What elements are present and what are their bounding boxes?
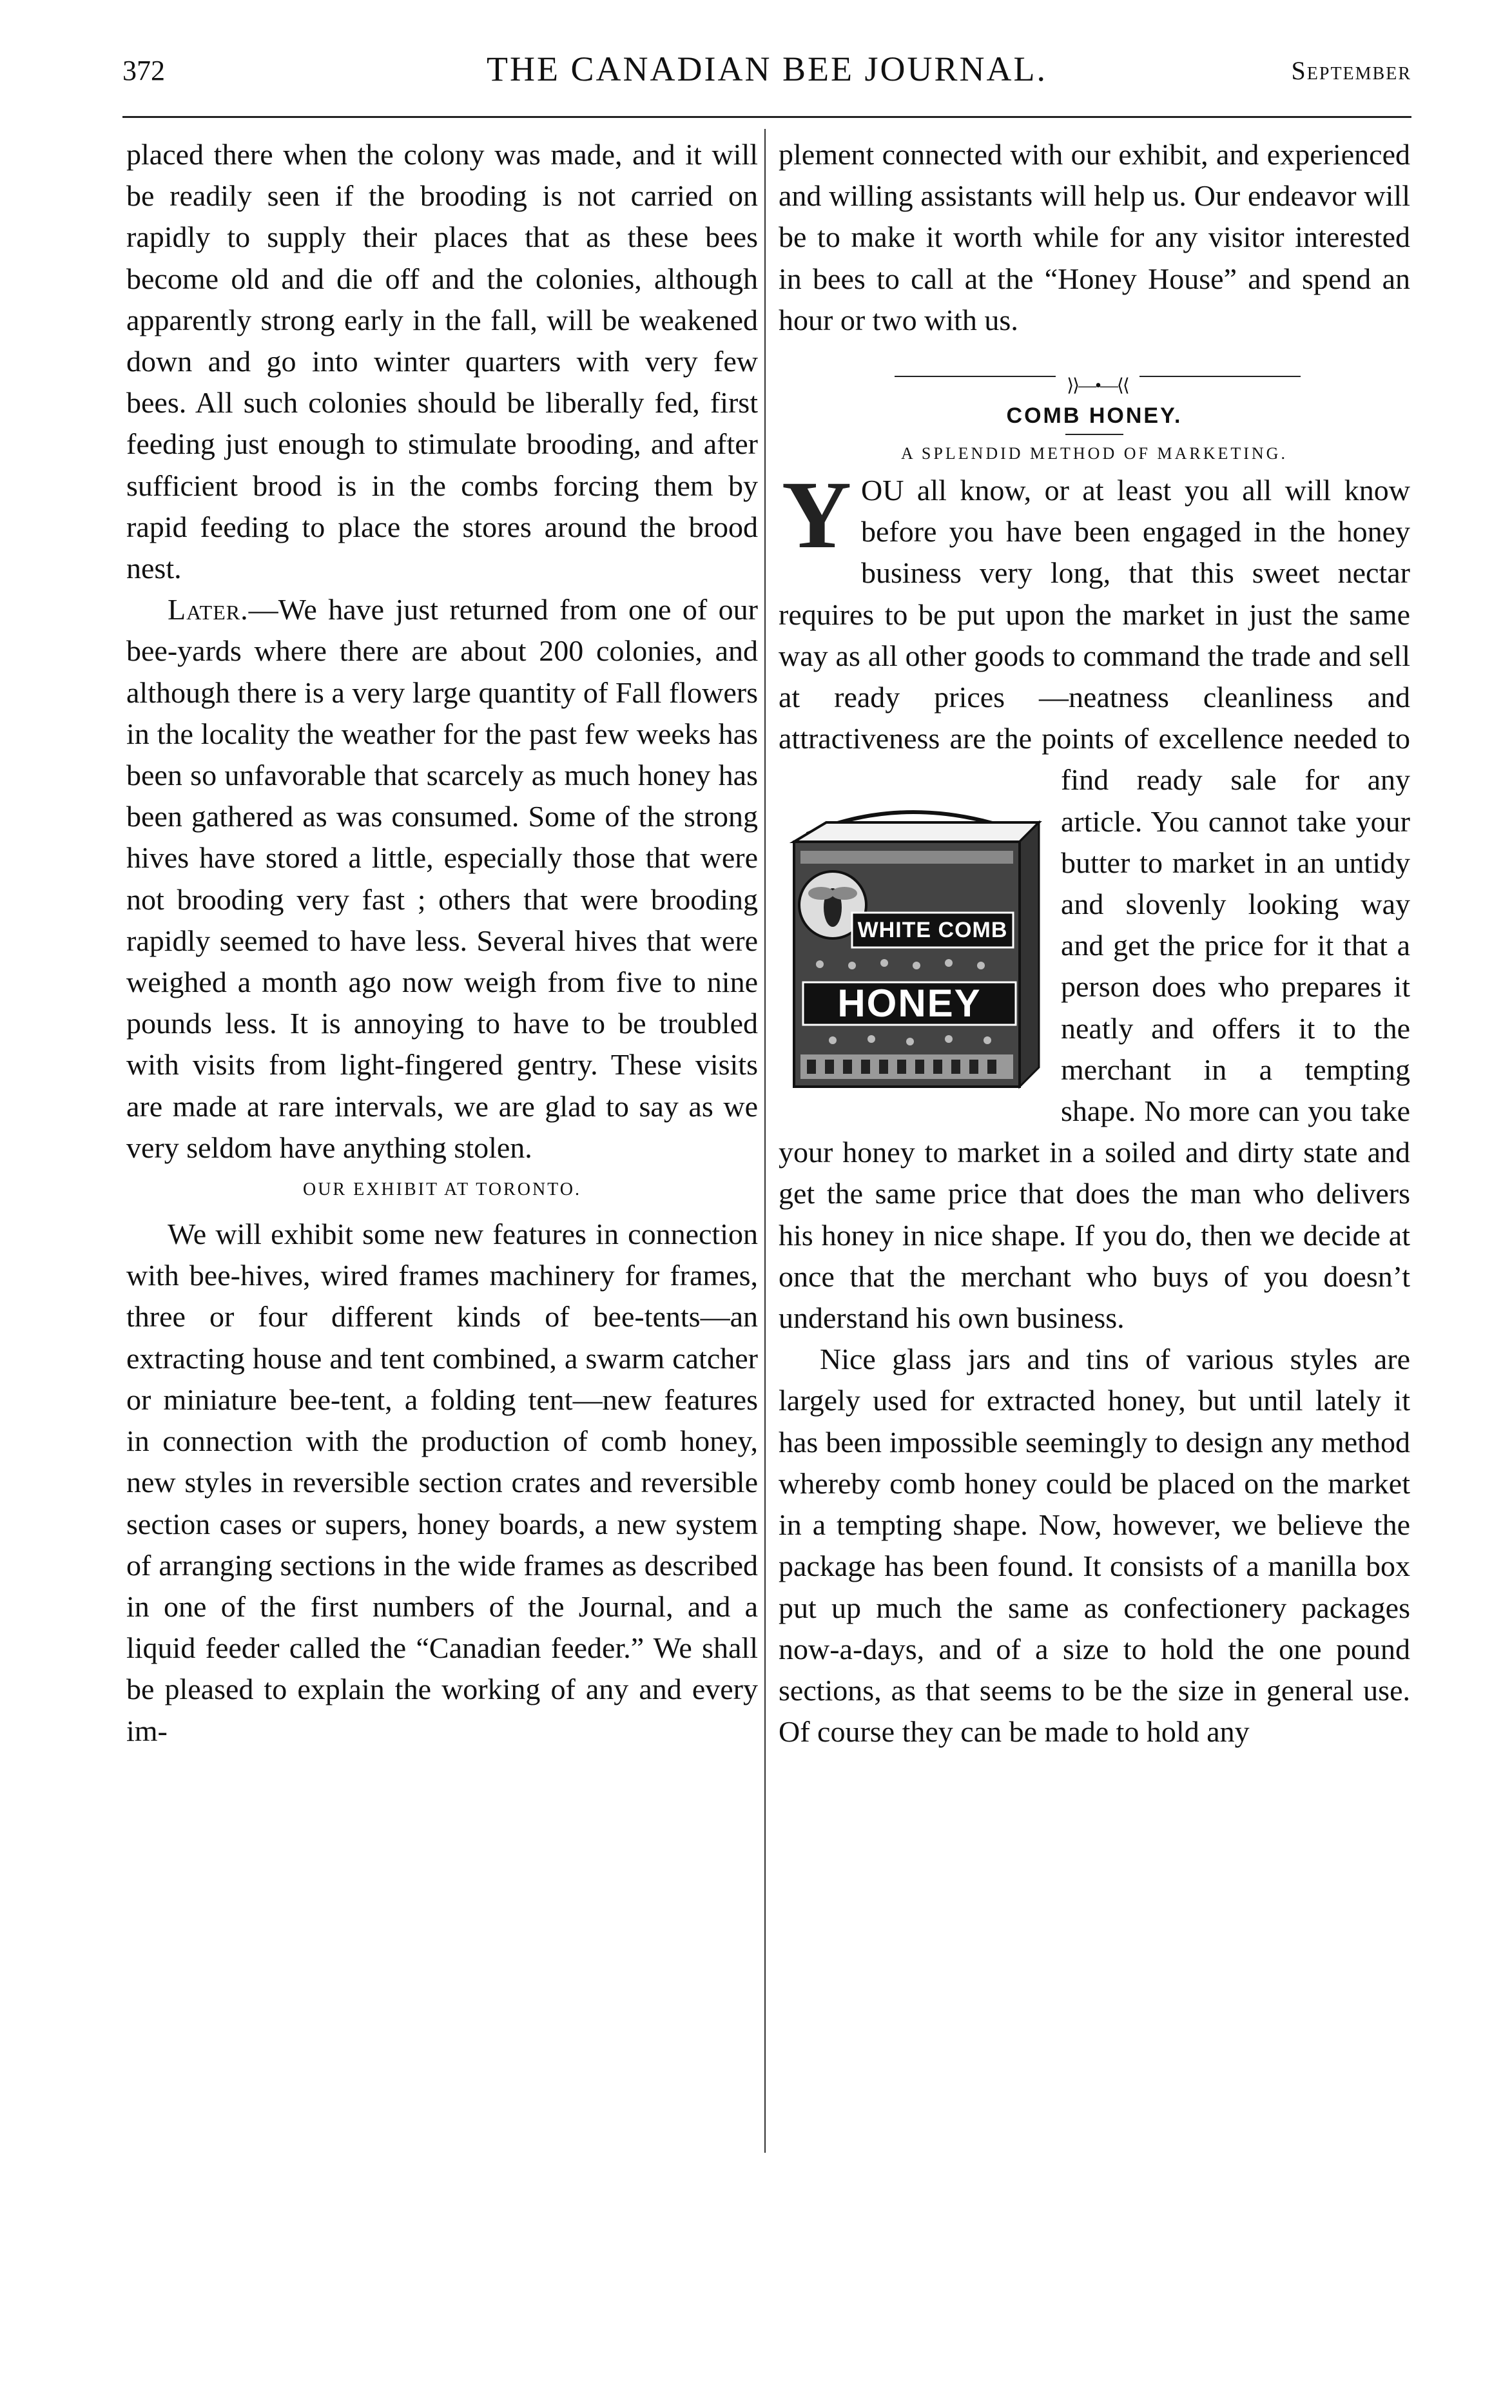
- later-label: Later.: [168, 593, 249, 626]
- later-text: —We have just returned from one of our bee-yards where there are about 200 colonies, and although there is a very large quantity of Fall flowers in the locality the weather for the past few weeks has been so unfavorable that scarcely as much honey has been gathered as was consumed. Some of the strong hives have stored a little, especially those that were not brooding very fast ; others that were brooding rapidly seemed to have less. Several hives that were weighed a month ago now weigh from five to nine pounds less. It is annoying to have to be troubled with visits from light-fingered gentry. These visits are made at rare intervals, we are glad to say as we very seldom have anything stolen.: [126, 593, 758, 1164]
- left-paragraph-continued: placed there when the colony was made, and it will be readily seen if the brooding is not carried on rapidly to supply their places that as these bees become old and die off and the colonies, although apparently strong early in the fall, will be weakened down and go into winter quarters with very few bees. All such colonies should be liberally fed, first feeding just enough to stimulate brooding, and after sufficient brood is in the combs forcing them by rapid feeding to place the stores around the brood nest.: [126, 138, 758, 585]
- article-subtitle: A SPLENDID METHOD OF MARKETING.: [901, 444, 1288, 463]
- ornament-right-line: [1139, 376, 1301, 377]
- page-header: [122, 45, 1411, 103]
- article-paragraph-2: Nice glass jars and tins of various styles are largely used for extracted honey, but until lately it has been impossible seemingly to design any method whereby comb honey could be placed on the market in a tempting shape. Now, however, we believe the package has been found. It consists of a manilla box put up much the same as confectionery packages now-a-days, and of a size to hold the one pound sections, as that seems to be the size in general use. Of course they can be made to hold any: [779, 1343, 1410, 1749]
- section-ornament: [779, 356, 1410, 395]
- column-divider: [764, 129, 766, 2153]
- exhibit-heading: OUR EXHIBIT AT TORONTO.: [302, 1180, 581, 1200]
- article-title: COMB HONEY.: [1006, 403, 1183, 429]
- right-continuation-paragraph: plement connected with our exhibit, and experienced and willing assistants will help us. Our endeavor will be to make it worth while for any visitor interested in bees to call at the “Honey House” and spend an hour or two with us.: [779, 138, 1410, 336]
- page-number: 372: [122, 55, 165, 86]
- box-label-honey: HONEY: [837, 982, 982, 1025]
- issue-month: September: [1291, 56, 1411, 85]
- left-column: [126, 134, 758, 1752]
- later-paragraph: [126, 589, 758, 1169]
- exhibit-paragraph: We will exhibit some new features in connection with bee-hives, wired frames machinery for frames, three or four different kinds of bee-tents—an extracting house and tent combined, a swarm catcher or miniature bee-tent, a folding tent—new features in connection with the production of comb honey, new styles in reversible section crates and reversible section cases or supers, honey boards, a new system of arranging sections in the wide frames as described in one of the first numbers of the Journal, and a liquid feeder called the “Canadian feeder.” We shall be pleased to explain the working of any and every im-: [126, 1218, 758, 1747]
- header-rule: [122, 116, 1411, 118]
- article-paragraph-1-text: OU all know, or at least you all will know before you have been engaged in the honey business very long, that this sweet nectar requires to be put upon the market in just the same way as all other goods to command the trade and sell at ready prices —neatness cleanliness and attractiveness are the points of excellence needed to find ready sale for any article. You cannot take your butter to market in an untidy and slovenly looking way and get the price for it that a person does who prepares it neatly and offers it to the merchant in a tempting shape. No more can you take your honey to market in a soiled and dirty state and get the same price that does the man who delivers his honey in nice shape. If you do, then we decide at once that the merchant who buys of you doesn’t understand his own business.: [779, 474, 1410, 1335]
- title-rule: [1065, 434, 1123, 435]
- ornament-left-line: [895, 376, 1056, 377]
- drop-cap: Y: [781, 461, 852, 569]
- ornament-center: ⟩⟩—•—⟨⟨: [1067, 376, 1129, 396]
- box-label-white-comb: WHITE COMB: [857, 918, 1008, 942]
- honey-box-figure: [781, 797, 1052, 1100]
- honey-box-drawing: [781, 797, 1052, 1100]
- journal-title: THE CANADIAN BEE JOURNAL.: [487, 50, 1047, 88]
